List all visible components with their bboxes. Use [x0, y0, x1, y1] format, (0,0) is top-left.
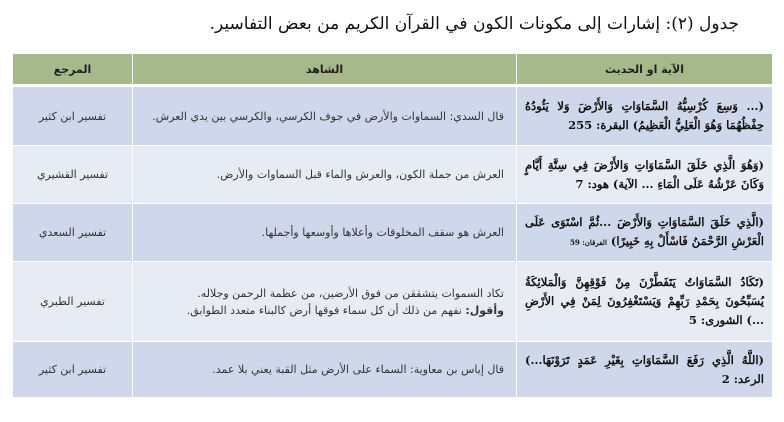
reference-cell: تفسير الطبري: [13, 262, 133, 342]
witness-note-label: وأقول:: [465, 303, 504, 317]
table-row: [13, 86, 773, 146]
reference-cell: تفسير القشيري: [13, 146, 133, 204]
witness-cell: قال السدي: السماوات والأرض في جوف الكرسي، والكرسي بين يدي العرش.: [133, 86, 517, 146]
ayah-reference: الفرقان: 59: [570, 238, 607, 247]
header-ayah: الآية او الحديث: [517, 54, 773, 86]
ayah-cell: (وَهُوَ الَّذِي خَلَقَ السَّمَاوَاتِ وَالأَرْضَ فِي سِتَّةِ أَيَّامٍ وَكَانَ عَرْشُهُ عَلَى الْمَاءِ ... الآية) هود: 7: [517, 146, 773, 204]
table-caption: جدول (٢): إشارات إلى مكونات الكون في القرآن الكريم من بعض التفاسير.: [209, 14, 739, 34]
ayah-cell: [517, 204, 773, 262]
header-witness: الشاهد: [133, 54, 517, 86]
reference-cell: تفسير ابن كثير: [13, 342, 133, 398]
ayah-cell: (اللَّهُ الَّذِي رَفَعَ السَّمَاوَاتِ بِغَيْرِ عَمَدٍ تَرَوْنَهَا...) الرعد: 2: [517, 342, 773, 398]
ayah-cell: (... وَسِعَ كُرْسِيُّهُ السَّمَاوَاتِ وَالأَرْضَ وَلا يَئُودُهُ حِفْظُهُمَا وَهُوَ الْعَلِيُّ الْعَظِيمُ) البقرة: 255: [517, 86, 773, 146]
witness-text: تكاد السموات يتشققن من فوق الأرضين، من عظمة الرحمن وجلاله.: [197, 286, 504, 300]
witness-cell: قال إياس بن معاوية: السماء على الأرض مثل القبة يعني بلا عمد.: [133, 342, 517, 398]
witness-note-text: نفهم من ذلك أن كل سماء فوقها أرض كالبناء متعدد الطوابق.: [186, 303, 466, 317]
witness-cell: العرش هو سقف المخلوقات وأعلاها وأوسعها وأجملها.: [133, 204, 517, 262]
witness-cell: العرش من جملة الكون، والعرش والماء قبل السماوات والأرض.: [133, 146, 517, 204]
table-row: [13, 342, 773, 398]
reference-cell: تفسير السعدي: [13, 204, 133, 262]
table-row: [13, 204, 773, 262]
ayah-cell: (تَكَادُ السَّمَاوَاتُ يَتَفَطَّرْنَ مِنْ فَوْقِهِنَّ وَالْمَلائِكَةُ يُسَبِّحُونَ بِحَمْدِ رَبِّهِمْ وَيَسْتَغْفِرُونَ لِمَنْ فِي الأَرْضِ ...) الشورى: 5: [517, 262, 773, 342]
ayah-text: (الَّذِي خَلَقَ السَّمَاوَاتِ وَالأَرْضَ ...ثُمَّ اسْتَوَى عَلَى الْعَرْشِ الرَّحْمَنُ فَاسْأَلْ بِهِ خَبِيرًا): [525, 215, 764, 248]
reference-cell: تفسير ابن كثير: [13, 86, 133, 146]
table-row: [13, 146, 773, 204]
table-header-row: [13, 54, 773, 86]
tafsir-table: [12, 53, 773, 398]
table-row: [13, 262, 773, 342]
witness-cell: [133, 262, 517, 342]
header-reference: المرجع: [13, 54, 133, 86]
